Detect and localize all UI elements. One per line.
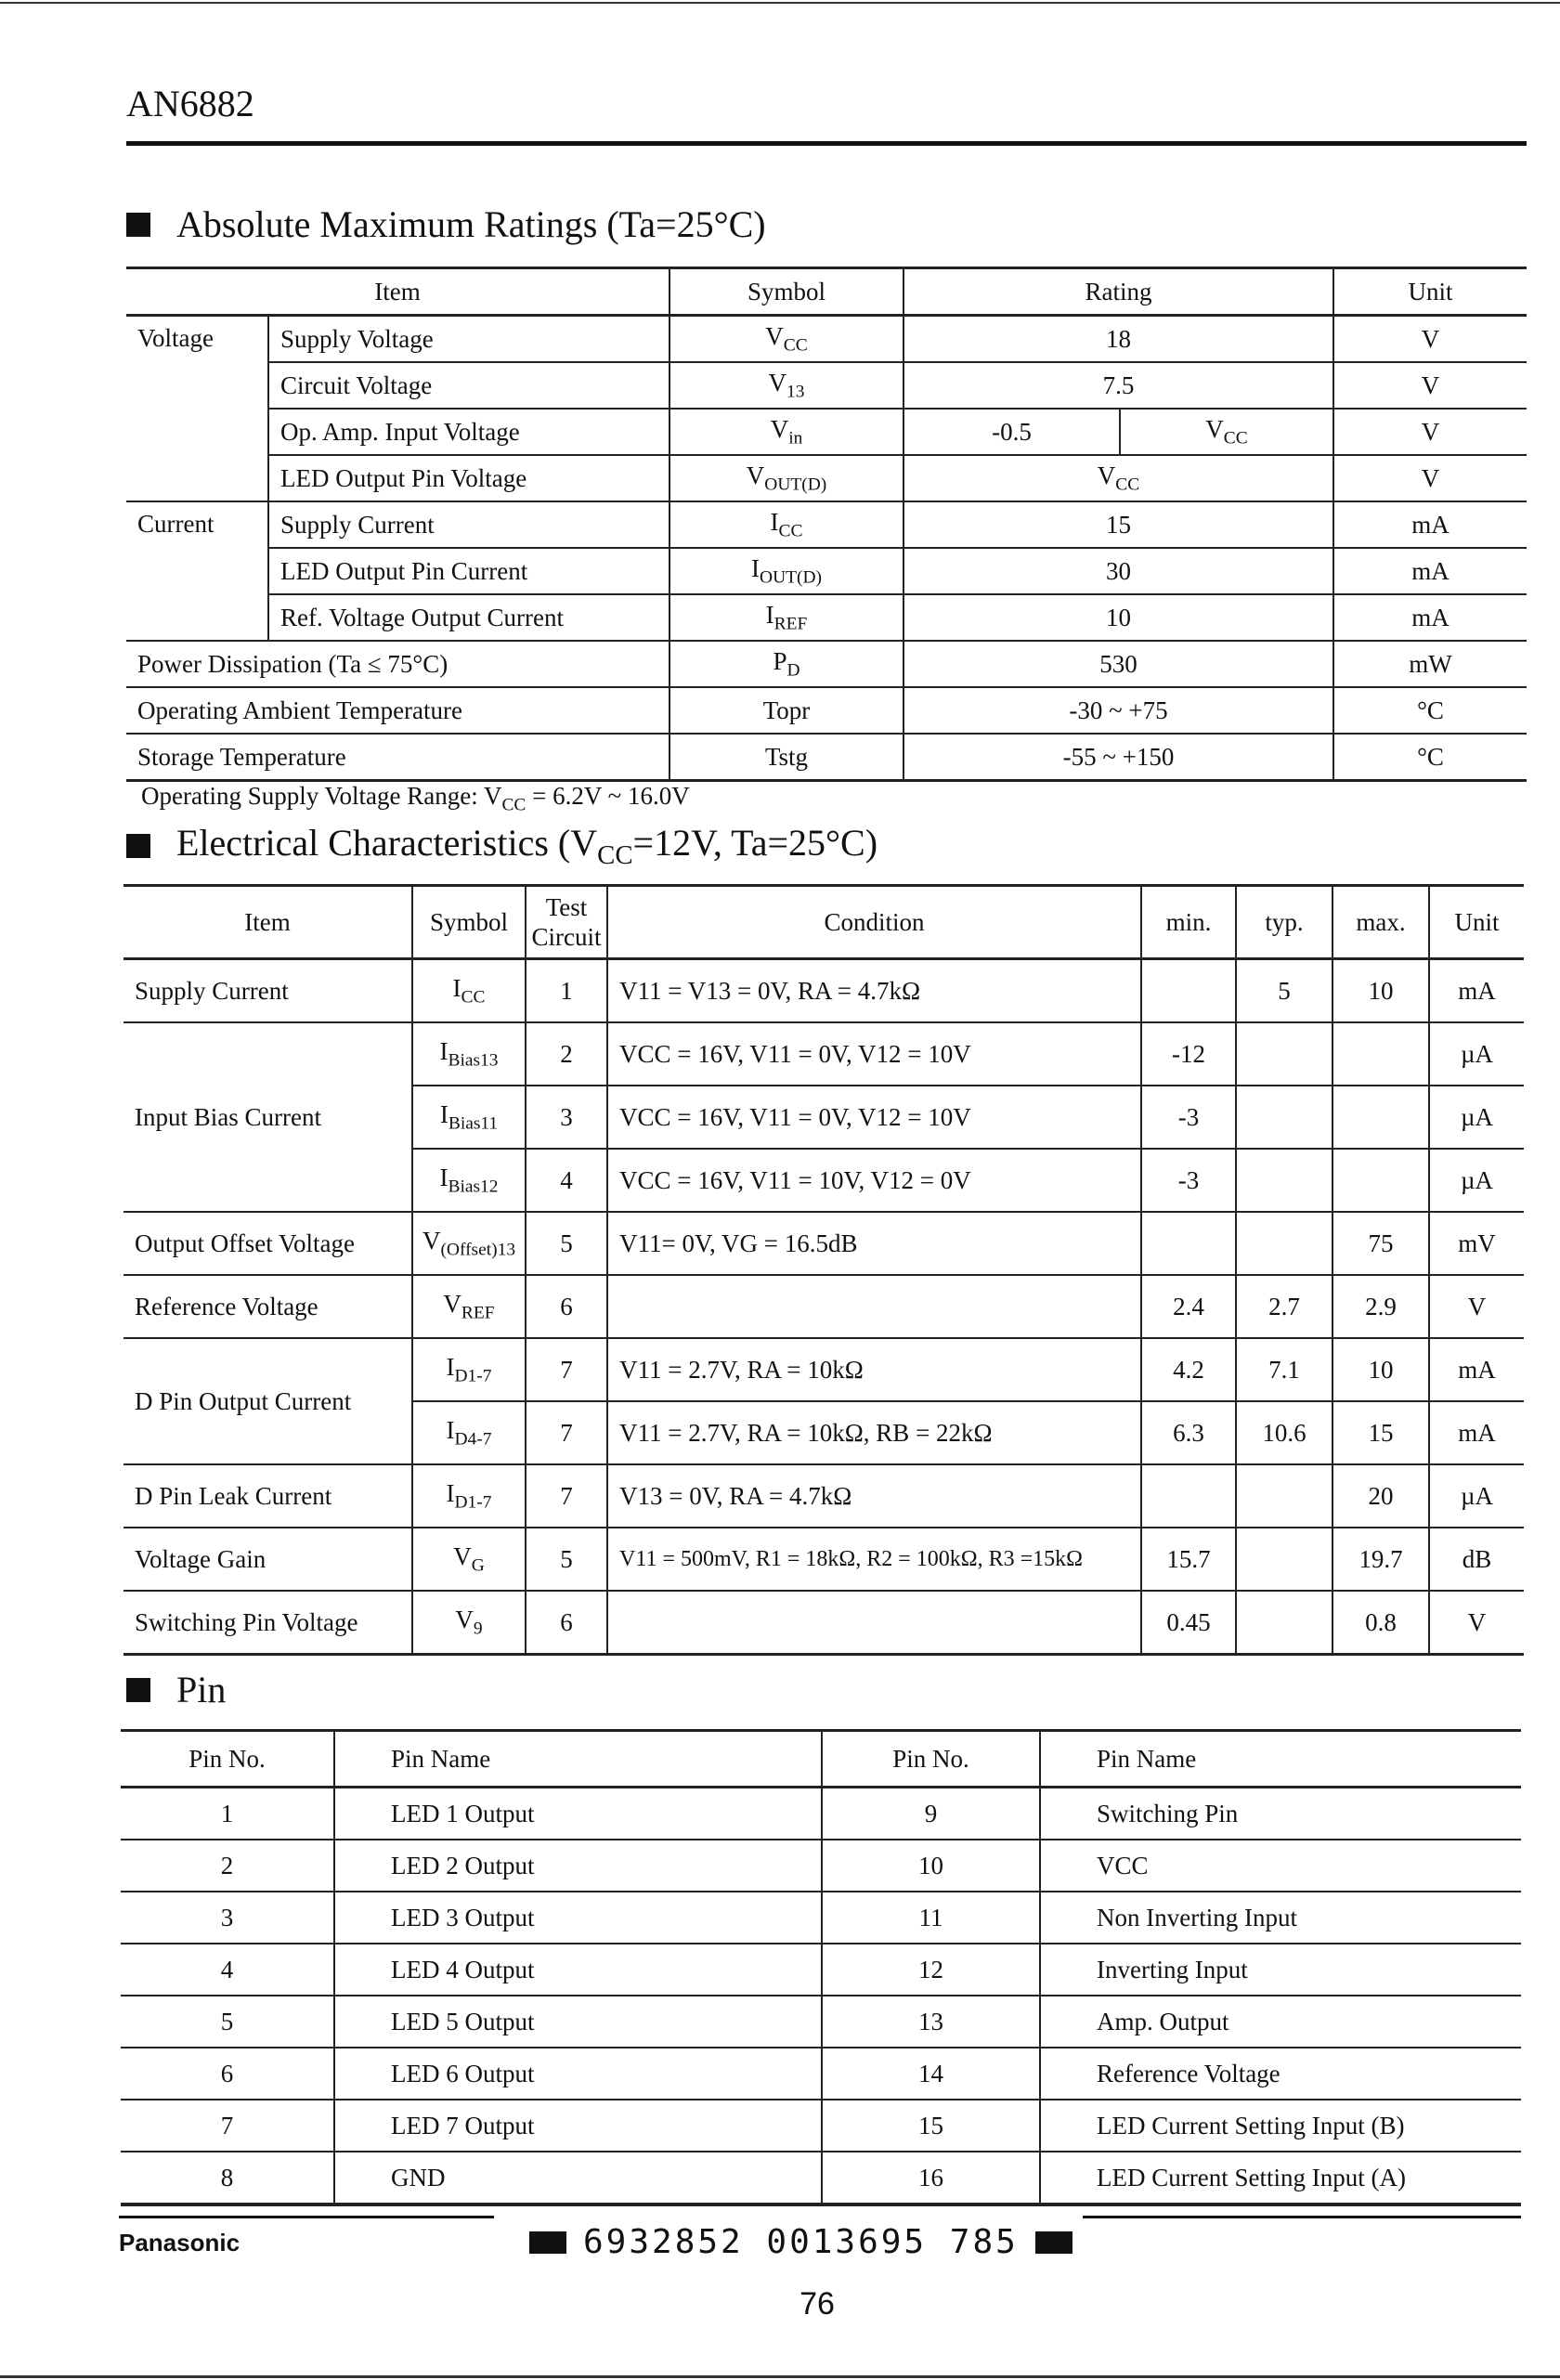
- group-voltage: Voltage: [126, 316, 268, 502]
- item-cell: Op. Amp. Input Voltage: [268, 409, 670, 455]
- barcode-block-icon: [1035, 2231, 1072, 2254]
- table-row: [121, 1788, 1521, 1840]
- unit-cell: V: [1429, 1275, 1524, 1338]
- item-cell: Output Offset Voltage: [124, 1212, 412, 1275]
- symbol-cell: $I_{D1-7}$: [412, 1338, 526, 1401]
- pin-no-cell: 4: [121, 1944, 334, 1996]
- table-row: [124, 1275, 1524, 1338]
- amr-section-heading: [126, 202, 766, 246]
- table-row: [124, 1464, 1524, 1528]
- pin-name-cell: LED 3 Output: [334, 1892, 822, 1944]
- pin-no-cell: 7: [121, 2100, 334, 2152]
- title-rule: [126, 141, 1527, 146]
- header-test-circuit: Test Circuit: [526, 886, 607, 959]
- header-item: Item: [126, 268, 670, 316]
- max-cell: 20: [1332, 1464, 1429, 1528]
- pin-no-cell: 1: [121, 1788, 334, 1840]
- item-cell: Operating Ambient Temperature: [126, 687, 670, 734]
- table-header-row: [124, 886, 1524, 959]
- pin-no-cell: 14: [822, 2048, 1040, 2100]
- pin-no-cell: 15: [822, 2100, 1040, 2152]
- footer-rule-left: [119, 2216, 494, 2218]
- pin-name-cell: Switching Pin: [1040, 1788, 1521, 1840]
- rating-cell: 30: [904, 548, 1333, 594]
- bottom-border: [0, 2375, 1560, 2378]
- symbol-cell: $I_{Bias12}$: [412, 1149, 526, 1212]
- symbol-cell: $V_{CC}$: [670, 316, 904, 363]
- typ-cell: [1236, 1086, 1332, 1149]
- table-row: [126, 641, 1527, 687]
- symbol-cell: $I_{Bias11}$: [412, 1086, 526, 1149]
- unit-cell: µA: [1429, 1464, 1524, 1528]
- typ-cell: [1236, 1591, 1332, 1655]
- pin-name-cell: LED Current Setting Input (B): [1040, 2100, 1521, 2152]
- test-circuit-cell: 3: [526, 1086, 607, 1149]
- min-cell: [1141, 959, 1236, 1023]
- header-condition: Condition: [607, 886, 1141, 959]
- min-cell: -3: [1141, 1149, 1236, 1212]
- typ-cell: 7.1: [1236, 1338, 1332, 1401]
- item-cell: Supply Current: [124, 959, 412, 1023]
- condition-cell: V11 = 2.7V, RA = 10kΩ, RB = 22kΩ: [607, 1401, 1141, 1464]
- symbol-cell: $V_{(Offset)13}$: [412, 1212, 526, 1275]
- symbol-cell: $V_{REF}$: [412, 1275, 526, 1338]
- unit-cell: mA: [1333, 594, 1527, 641]
- test-circuit-cell: 5: [526, 1212, 607, 1275]
- brand-label: Panasonic: [119, 2229, 240, 2256]
- condition-cell: VCC = 16V, V11 = 0V, V12 = 10V: [607, 1022, 1141, 1086]
- typ-cell: [1236, 1212, 1332, 1275]
- condition-cell: VCC = 16V, V11 = 10V, V12 = 0V: [607, 1149, 1141, 1212]
- pin-no-cell: 3: [121, 1892, 334, 1944]
- item-cell: Supply Voltage: [268, 316, 670, 363]
- table-row: [124, 1022, 1524, 1086]
- table-row: [121, 2048, 1521, 2100]
- condition-cell: V13 = 0V, RA = 4.7kΩ: [607, 1464, 1141, 1528]
- header-item: Item: [124, 886, 412, 959]
- test-circuit-cell: 1: [526, 959, 607, 1023]
- pin-name-cell: LED 2 Output: [334, 1840, 822, 1892]
- test-circuit-cell: 7: [526, 1401, 607, 1464]
- table-row: [121, 1944, 1521, 1996]
- table-row: [124, 1591, 1524, 1655]
- condition-cell: VCC = 16V, V11 = 0V, V12 = 10V: [607, 1086, 1141, 1149]
- pin-section-heading: [126, 1668, 226, 1711]
- header-unit: Unit: [1333, 268, 1527, 316]
- test-circuit-cell: 6: [526, 1275, 607, 1338]
- typ-cell: [1236, 1464, 1332, 1528]
- rating-cell: $V_{CC}$: [904, 455, 1333, 501]
- max-cell: 15: [1332, 1401, 1429, 1464]
- ec-section-heading: [126, 821, 878, 871]
- pin-name-cell: LED 6 Output: [334, 2048, 822, 2100]
- pin-no-cell: 13: [822, 1996, 1040, 2048]
- pin-name-cell: LED 5 Output: [334, 1996, 822, 2048]
- table-row: [126, 409, 1527, 455]
- unit-cell: V: [1429, 1591, 1524, 1655]
- max-cell: 75: [1332, 1212, 1429, 1275]
- item-cell: Storage Temperature: [126, 734, 670, 781]
- table-row: [126, 362, 1527, 409]
- test-circuit-cell: 7: [526, 1338, 607, 1401]
- group-current: Current: [126, 501, 268, 641]
- min-cell: 4.2: [1141, 1338, 1236, 1401]
- max-cell: 10: [1332, 1338, 1429, 1401]
- table-row: [126, 594, 1527, 641]
- table-row: [124, 959, 1524, 1023]
- item-cell: Power Dissipation (Ta ≤ 75°C): [126, 641, 670, 687]
- pin-no-cell: 10: [822, 1840, 1040, 1892]
- bullet-square-icon: [126, 213, 150, 237]
- symbol-cell: Topr: [670, 687, 904, 734]
- item-cell: Reference Voltage: [124, 1275, 412, 1338]
- symbol-cell: $V_{OUT(D)}$: [670, 455, 904, 501]
- header-min: min.: [1141, 886, 1236, 959]
- min-cell: [1141, 1464, 1236, 1528]
- item-cell: LED Output Pin Voltage: [268, 455, 670, 501]
- pin-name-cell: LED 1 Output: [334, 1788, 822, 1840]
- table-row: [126, 734, 1527, 781]
- symbol-cell: $V_{in}$: [670, 409, 904, 455]
- absolute-maximum-ratings-table: [126, 267, 1527, 782]
- header-typ: typ.: [1236, 886, 1332, 959]
- header-rating: Rating: [904, 268, 1333, 316]
- pin-no-cell: 12: [822, 1944, 1040, 1996]
- barcode-block-icon: [529, 2231, 566, 2254]
- table-row: [124, 1338, 1524, 1401]
- pin-name-cell: LED 7 Output: [334, 2100, 822, 2152]
- table-header-row: [121, 1731, 1521, 1788]
- symbol-cell: Tstg: [670, 734, 904, 781]
- item-cell: LED Output Pin Current: [268, 548, 670, 594]
- test-circuit-cell: 5: [526, 1528, 607, 1591]
- min-cell: 15.7: [1141, 1528, 1236, 1591]
- header-unit: Unit: [1429, 886, 1524, 959]
- pin-no-cell: 16: [822, 2152, 1040, 2204]
- min-cell: 6.3: [1141, 1401, 1236, 1464]
- symbol-cell: $V_G$: [412, 1528, 526, 1591]
- min-cell: 2.4: [1141, 1275, 1236, 1338]
- condition-cell: [607, 1275, 1141, 1338]
- table-row: [126, 455, 1527, 501]
- rating-cell: -55 ~ +150: [904, 734, 1333, 781]
- unit-cell: V: [1333, 455, 1527, 501]
- max-cell: [1332, 1086, 1429, 1149]
- pin-name-cell: Amp. Output: [1040, 1996, 1521, 2048]
- unit-cell: mW: [1333, 641, 1527, 687]
- amr-title: Absolute Maximum Ratings (Ta=25°C): [176, 203, 766, 245]
- operating-voltage-note: Operating Supply Voltage Range: $V_{CC} = 6.2V$ ~ 16.0V: [141, 782, 690, 815]
- condition-cell: V11= 0V, VG = 16.5dB: [607, 1212, 1141, 1275]
- typ-cell: [1236, 1528, 1332, 1591]
- test-circuit-cell: 2: [526, 1022, 607, 1086]
- rating-cell: -30 ~ +75: [904, 687, 1333, 734]
- header-max: max.: [1332, 886, 1429, 959]
- header-symbol: Symbol: [670, 268, 904, 316]
- barcode-text: 6932852 0013695 785: [583, 2223, 1019, 2261]
- rating-cell: 530: [904, 641, 1333, 687]
- table-row: [121, 2152, 1521, 2204]
- symbol-cell: $I_{CC}$: [670, 501, 904, 548]
- unit-cell: V: [1333, 409, 1527, 455]
- rating-cell: 18: [904, 316, 1333, 363]
- symbol-cell: $I_{CC}$: [412, 959, 526, 1023]
- table-row: [126, 548, 1527, 594]
- pin-no-cell: 5: [121, 1996, 334, 2048]
- test-circuit-cell: 7: [526, 1464, 607, 1528]
- pin-name-cell: LED Current Setting Input (A): [1040, 2152, 1521, 2204]
- unit-cell: °C: [1333, 734, 1527, 781]
- header-pin-name: Pin Name: [334, 1731, 822, 1788]
- max-cell: 0.8: [1332, 1591, 1429, 1655]
- symbol-cell: $P_D$: [670, 641, 904, 687]
- electrical-characteristics-table: [124, 884, 1524, 1656]
- rating-cell: 7.5: [904, 362, 1333, 409]
- typ-cell: [1236, 1022, 1332, 1086]
- condition-cell: V11 = 500mV, R1 = 18kΩ, R2 = 100kΩ, R3 =15kΩ: [607, 1528, 1141, 1591]
- table-row: [124, 1212, 1524, 1275]
- bullet-square-icon: [126, 834, 150, 858]
- table-row: [121, 2100, 1521, 2152]
- symbol-cell: $I_{REF}$: [670, 594, 904, 641]
- pin-name-cell: VCC: [1040, 1840, 1521, 1892]
- item-cell: Voltage Gain: [124, 1528, 412, 1591]
- symbol-cell: $V_9$: [412, 1591, 526, 1655]
- min-cell: -3: [1141, 1086, 1236, 1149]
- item-cell: Supply Current: [268, 501, 670, 548]
- typ-cell: [1236, 1149, 1332, 1212]
- typ-cell: 2.7: [1236, 1275, 1332, 1338]
- table-header-row: [126, 268, 1527, 316]
- symbol-cell: $I_{OUT(D)}$: [670, 548, 904, 594]
- footer-rule-right: [1083, 2216, 1521, 2218]
- unit-cell: mA: [1333, 501, 1527, 548]
- header-pin-no: Pin No.: [822, 1731, 1040, 1788]
- rating-cell: 10: [904, 594, 1333, 641]
- table-row: [126, 316, 1527, 363]
- symbol-cell: $I_{D4-7}$: [412, 1401, 526, 1464]
- part-number-title: AN6882: [126, 83, 254, 124]
- pin-table: [121, 1729, 1521, 2206]
- rating-max-cell: $V_{CC}$: [1120, 409, 1333, 455]
- test-circuit-cell: 4: [526, 1149, 607, 1212]
- pin-no-cell: 2: [121, 1840, 334, 1892]
- unit-cell: dB: [1429, 1528, 1524, 1591]
- unit-cell: µA: [1429, 1086, 1524, 1149]
- item-cell: Switching Pin Voltage: [124, 1591, 412, 1655]
- page-number: 76: [800, 2286, 835, 2321]
- typ-cell: 5: [1236, 959, 1332, 1023]
- pin-no-cell: 11: [822, 1892, 1040, 1944]
- pin-no-cell: 9: [822, 1788, 1040, 1840]
- item-cell: Circuit Voltage: [268, 362, 670, 409]
- bullet-square-icon: [126, 1678, 150, 1702]
- rating-cell: 15: [904, 501, 1333, 548]
- unit-cell: V: [1333, 316, 1527, 363]
- pin-no-cell: 8: [121, 2152, 334, 2204]
- unit-cell: mA: [1429, 1338, 1524, 1401]
- pin-name-cell: LED 4 Output: [334, 1944, 822, 1996]
- item-cell: D Pin Leak Current: [124, 1464, 412, 1528]
- header-symbol: Symbol: [412, 886, 526, 959]
- max-cell: 2.9: [1332, 1275, 1429, 1338]
- max-cell: [1332, 1022, 1429, 1086]
- pin-name-cell: Reference Voltage: [1040, 2048, 1521, 2100]
- pin-name-cell: GND: [334, 2152, 822, 2204]
- typ-cell: 10.6: [1236, 1401, 1332, 1464]
- unit-cell: mA: [1429, 1401, 1524, 1464]
- unit-cell: V: [1333, 362, 1527, 409]
- test-circuit-cell: 6: [526, 1591, 607, 1655]
- unit-cell: µA: [1429, 1022, 1524, 1086]
- condition-cell: V11 = V13 = 0V, RA = 4.7kΩ: [607, 959, 1141, 1023]
- pin-no-cell: 6: [121, 2048, 334, 2100]
- pin-name-cell: Inverting Input: [1040, 1944, 1521, 1996]
- pin-title: Pin: [176, 1669, 227, 1710]
- ec-title: Electrical Characteristics ($V_{CC}=12V$, Ta=25°C): [176, 822, 878, 870]
- condition-cell: V11 = 2.7V, RA = 10kΩ: [607, 1338, 1141, 1401]
- min-cell: [1141, 1212, 1236, 1275]
- symbol-cell: $I_{Bias13}$: [412, 1022, 526, 1086]
- unit-cell: µA: [1429, 1149, 1524, 1212]
- symbol-cell: $V_{13}$: [670, 362, 904, 409]
- symbol-cell: $I_{D1-7}$: [412, 1464, 526, 1528]
- min-cell: -12: [1141, 1022, 1236, 1086]
- unit-cell: mV: [1429, 1212, 1524, 1275]
- unit-cell: mA: [1333, 548, 1527, 594]
- min-cell: 0.45: [1141, 1591, 1236, 1655]
- table-row: [121, 1996, 1521, 2048]
- max-cell: 10: [1332, 959, 1429, 1023]
- max-cell: 19.7: [1332, 1528, 1429, 1591]
- unit-cell: °C: [1333, 687, 1527, 734]
- table-row: [121, 1892, 1521, 1944]
- table-row: [124, 1528, 1524, 1591]
- top-border: [0, 2, 1560, 4]
- item-cell: Input Bias Current: [124, 1022, 412, 1212]
- item-cell: Ref. Voltage Output Current: [268, 594, 670, 641]
- condition-cell: [607, 1591, 1141, 1655]
- header-pin-name: Pin Name: [1040, 1731, 1521, 1788]
- table-row: [121, 1840, 1521, 1892]
- max-cell: [1332, 1149, 1429, 1212]
- header-pin-no: Pin No.: [121, 1731, 334, 1788]
- unit-cell: mA: [1429, 959, 1524, 1023]
- table-row: [126, 501, 1527, 548]
- pin-name-cell: Non Inverting Input: [1040, 1892, 1521, 1944]
- rating-min-cell: -0.5: [904, 409, 1120, 455]
- table-row: [126, 687, 1527, 734]
- barcode-line: [513, 2223, 1089, 2261]
- item-cell: D Pin Output Current: [124, 1338, 412, 1464]
